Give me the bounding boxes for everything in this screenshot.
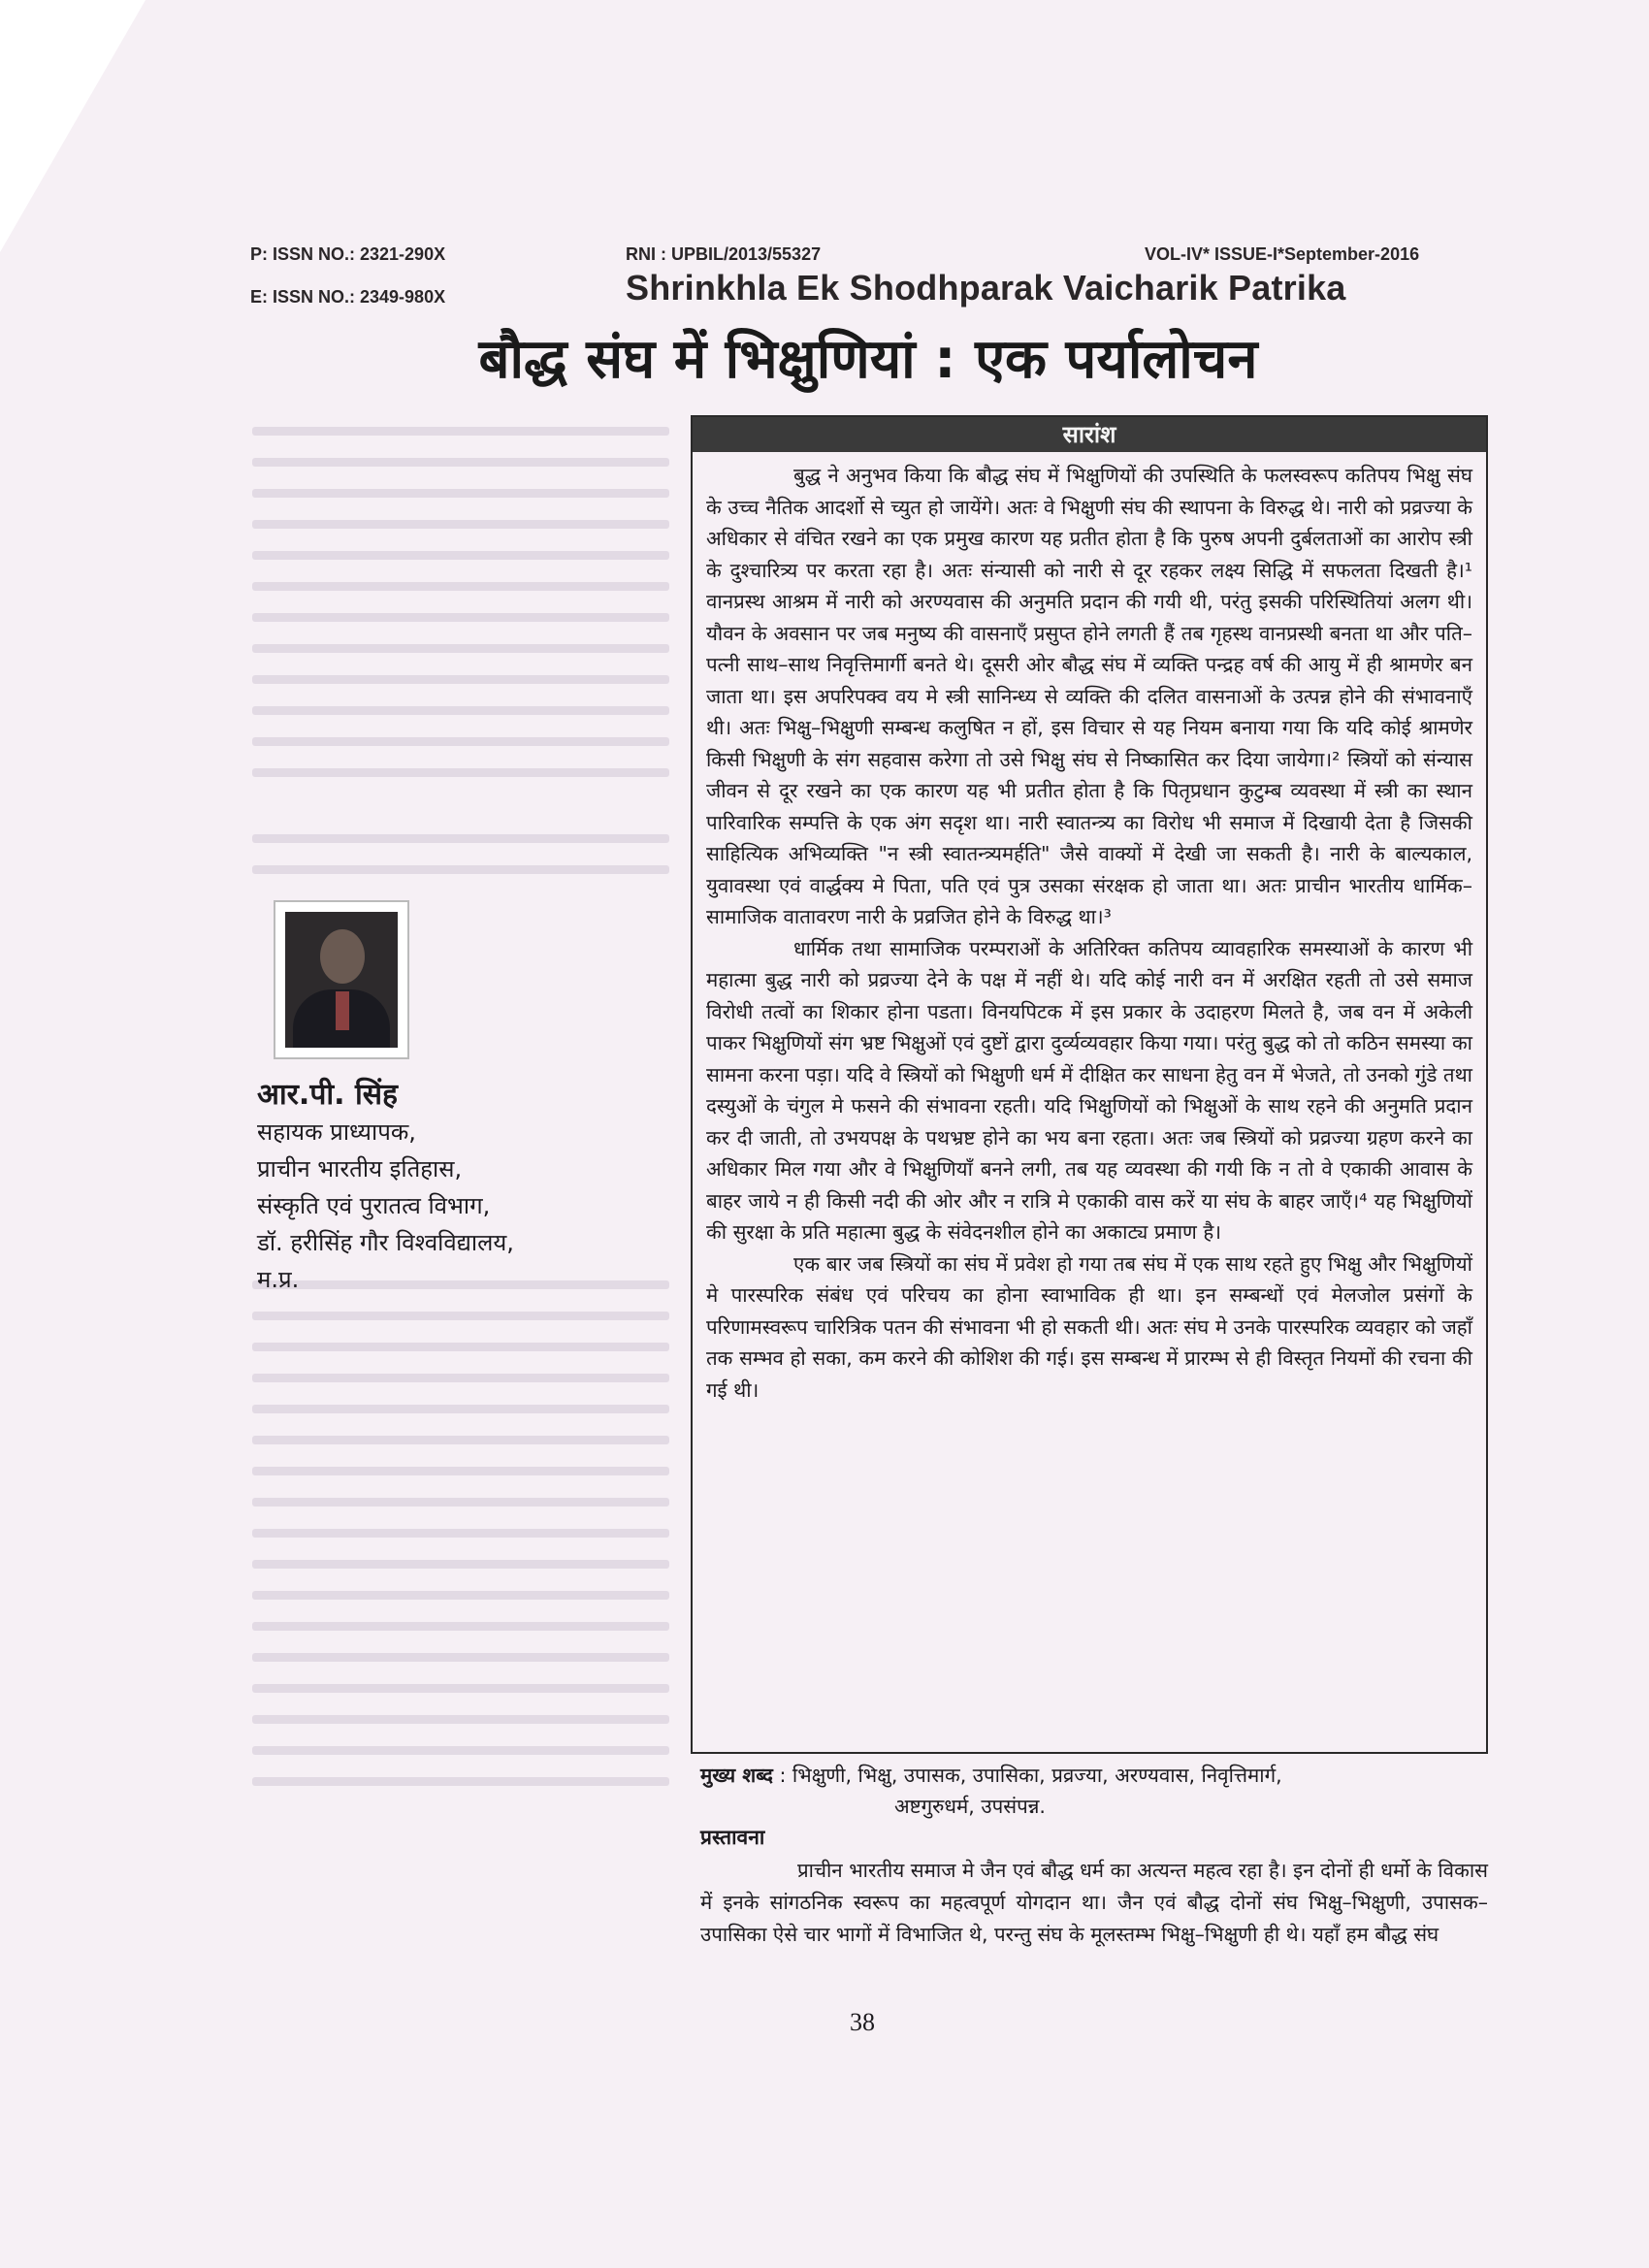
volume-issue: VOL-IV* ISSUE-I*September-2016 bbox=[1145, 244, 1420, 264]
introduction-heading: प्रस्तावना bbox=[700, 1826, 765, 1849]
abstract-paragraph: एक बार जब स्त्रियों का संघ में प्रवेश हो गया तब संघ में एक साथ रहते हुए भिक्षु और भिक्षुणियों मे पारस्परिक संबंध एवं परिचय का होना स्वाभाविक ही था। इन सम्बन्धों एवं मेलजोल प्रसंगों के परिणामस्वरूप चारित्रिक पतन की संभावना भी हो सकती थी। अतः संघ मे उनके पारस्परिक व्यवहार को जहाँ तक सम्भव हो सका, कम करने की कोशिश की गई। इस सम्बन्ध में प्रारम्भ से ही विस्तृत नियमों की रचना की गई थी। bbox=[706, 1251, 1472, 1402]
author-affiliation bbox=[257, 1114, 514, 1298]
author-photo bbox=[274, 900, 409, 1059]
page-number: 38 bbox=[850, 2008, 875, 2036]
keywords-text: : भिक्षुणी, भिक्षु, उपासक, उपासिका, प्रव्रज्या, अरण्यवास, निवृत्तिमार्ग, bbox=[779, 1764, 1282, 1787]
affiliation-line: संस्कृति एवं पुरातत्व विभाग, bbox=[257, 1192, 491, 1219]
journal-title: Shrinkhla Ek Shodhparak Vaicharik Patrika bbox=[626, 268, 1346, 308]
issn-print: P: ISSN NO.: 2321-290X bbox=[250, 244, 446, 264]
keywords-label: मुख्य शब्द bbox=[700, 1764, 773, 1787]
portrait-image bbox=[285, 912, 398, 1048]
affiliation-line: डॉ. हरीसिंह गौर विश्वविद्यालय, bbox=[257, 1229, 514, 1256]
affiliation-line: म.प्र. bbox=[257, 1266, 300, 1293]
abstract-body bbox=[693, 452, 1486, 1406]
issn-online: E: ISSN NO.: 2349-980X bbox=[250, 287, 446, 307]
abstract-paragraph: बुद्ध ने अनुभव किया कि बौद्ध संघ में भिक्षुणियों की उपस्थिति के फलस्वरूप कतिपय भिक्षु संघ के उच्च नैतिक आदर्शो से च्युत हो जायेंगे। अतः वे भिक्षुणी संघ की स्थापना के विरुद्ध थे। नारी को प्रव्रज्या के अधिकार से वंचित रखने का एक प्रमुख कारण यह प्रतीत होता है कि पुरुष अपनी दुर्बलताओं का आरोप स्त्री के दुश्चारित्र्य पर करता रहा है। अतः संन्यासी को नारी से दूर रहकर लक्ष्य सिद्धि में सफलता दिखती है।¹ वानप्रस्थ आश्रम में नारी को अरण्यवास की अनुमति प्रदान की गयी थी, परंतु इसकी परिस्थितियां अलग थी। यौवन के अवसान पर जब मनुष्य की वासनाएँ प्रसुप्त होने लगती हैं तब गृहस्थ वानप्रस्थी बनता था और पति–पत्नी साथ–साथ निवृत्तिमार्गी बनते थे। दूसरी ओर बौद्ध संघ में व्यक्ति पन्द्रह वर्ष की आयु में ही श्रामणेर बन जाता था। इस अपरिपक्व वय मे स्त्री सानिन्ध्य से व्यक्ति की दलित वासनाओं के उत्पन्न होने की संभावनाएँ थी। अतः भिक्षु–भिक्षुणी सम्बन्ध कलुषित न हों, इस विचार से यह नियम बनाया गया कि यदि कोई श्रामणेर किसी भिक्षुणी के संग सहवास करेगा तो उसे भिक्षु संघ से निष्कासित कर दिया जायेगा।² स्त्रियों को संन्यास जीवन से दूर रखने का एक कारण यह भी प्रतीत होता है कि पितृप्रधान कुटुम्ब व्यवस्था में स्त्री का स्थान पारिवारिक सम्पत्ति के एक अंग सदृश था। नारी स्वातन्त्र्य का विरोध भी समाज में दिखायी देता है जिसकी साहित्यिक अभिव्यक्ति "न स्त्री स्वातन्त्र्यमर्हति" जैसे वाक्यों में देखी जा सकती है। नारी के बाल्यकाल, युवावस्था एवं वार्द्धक्य मे पिता, पति एवं पुत्र उसका संरक्षक हो जाता था। अतः प्राचीन भारतीय धार्मिक–सामाजिक वातावरण नारी के प्रव्रजित होने के विरुद्ध था।³ bbox=[706, 464, 1472, 928]
abstract-paragraph: धार्मिक तथा सामाजिक परम्पराओं के अतिरिक्त कतिपय व्यावहारिक समस्याओं के कारण भी महात्मा बुद्ध नारी को प्रव्रज्या देने के पक्ष में नहीं थे। यदि कोई नारी वन में अरक्षित रहती तो उसे समाज विरोधी तत्वों का शिकार होना पडता। विनयपिटक में इस प्रकार के उदाहरण मिलते है, जब वन में अकेली पाकर भिक्षुणियों संग भ्रष्ट भिक्षुओं एवं दुष्टों द्वारा दुर्व्यव्यवहार किया गया। परंतु बुद्ध को तो कठिन समस्या का सामना करना पड़ा। यदि वे स्त्रियों को भिक्षुणी धर्म में दीक्षित कर साधना हेतु वन में भेजते, तो उनको गुंडे तथा दस्युओं के चंगुल मे फसने की संभावना रहती। यदि भिक्षुणियों को भिक्षुओं के साथ रहने की अनुमति प्रदान कर दी जाती, तो उभयपक्ष के पथभ्रष्ट होने का भय बना रहता। अतः जब स्त्रियों को प्रव्रज्या ग्रहण करने का अधिकार मिल गया और वे भिक्षुणियाँ बनने लगी, तब यह व्यवस्था की गयी कि न तो वे एकाकी आवास के बाहर जाये न ही किसी नदी की ओर और न रात्रि मे एकाकी वास करें या संघ के बाहर जाएँ।⁴ यह भिक्षुणियों की सुरक्षा के प्रति महात्मा बुद्ध के संवेदनशील होने का अकाट्य प्रमाण है। bbox=[706, 936, 1472, 1244]
rni-number: RNI : UPBIL/2013/55327 bbox=[626, 244, 822, 264]
affiliation-line: सहायक प्राध्यापक, bbox=[257, 1118, 416, 1146]
affiliation-line: प्राचीन भारतीय इतिहास, bbox=[257, 1155, 463, 1183]
keywords-continuation: अष्टगुरुधर्म, उपसंपन्न. bbox=[894, 1795, 1046, 1818]
abstract-heading: सारांश bbox=[693, 417, 1486, 452]
author-name: आर.पी. सिंह bbox=[257, 1078, 398, 1112]
abstract-box bbox=[691, 415, 1488, 1754]
article-title: बौद्ध संघ में भिक्षुणियां : एक पर्यालोचन bbox=[478, 328, 1258, 391]
folded-corner bbox=[0, 0, 146, 252]
introduction-text: प्राचीन भारतीय समाज मे जैन एवं बौद्ध धर्म का अत्यन्त महत्व रहा है। इन दोनों ही धर्मो के विकास में इनके सांगठनिक स्वरूप का महत्वपूर्ण योगदान था। जैन एवं बौद्ध दोनों संघ भिक्षु–भिक्षुणी, उपासक–उपासिका ऐसे चार भागों में विभाजित थे, परन्तु संघ के मूलस्तम्भ भिक्षु–भिक्षुणी ही थे। यहाँ हम बौद्ध संघ bbox=[700, 1859, 1488, 1946]
keywords bbox=[700, 1760, 1488, 1822]
